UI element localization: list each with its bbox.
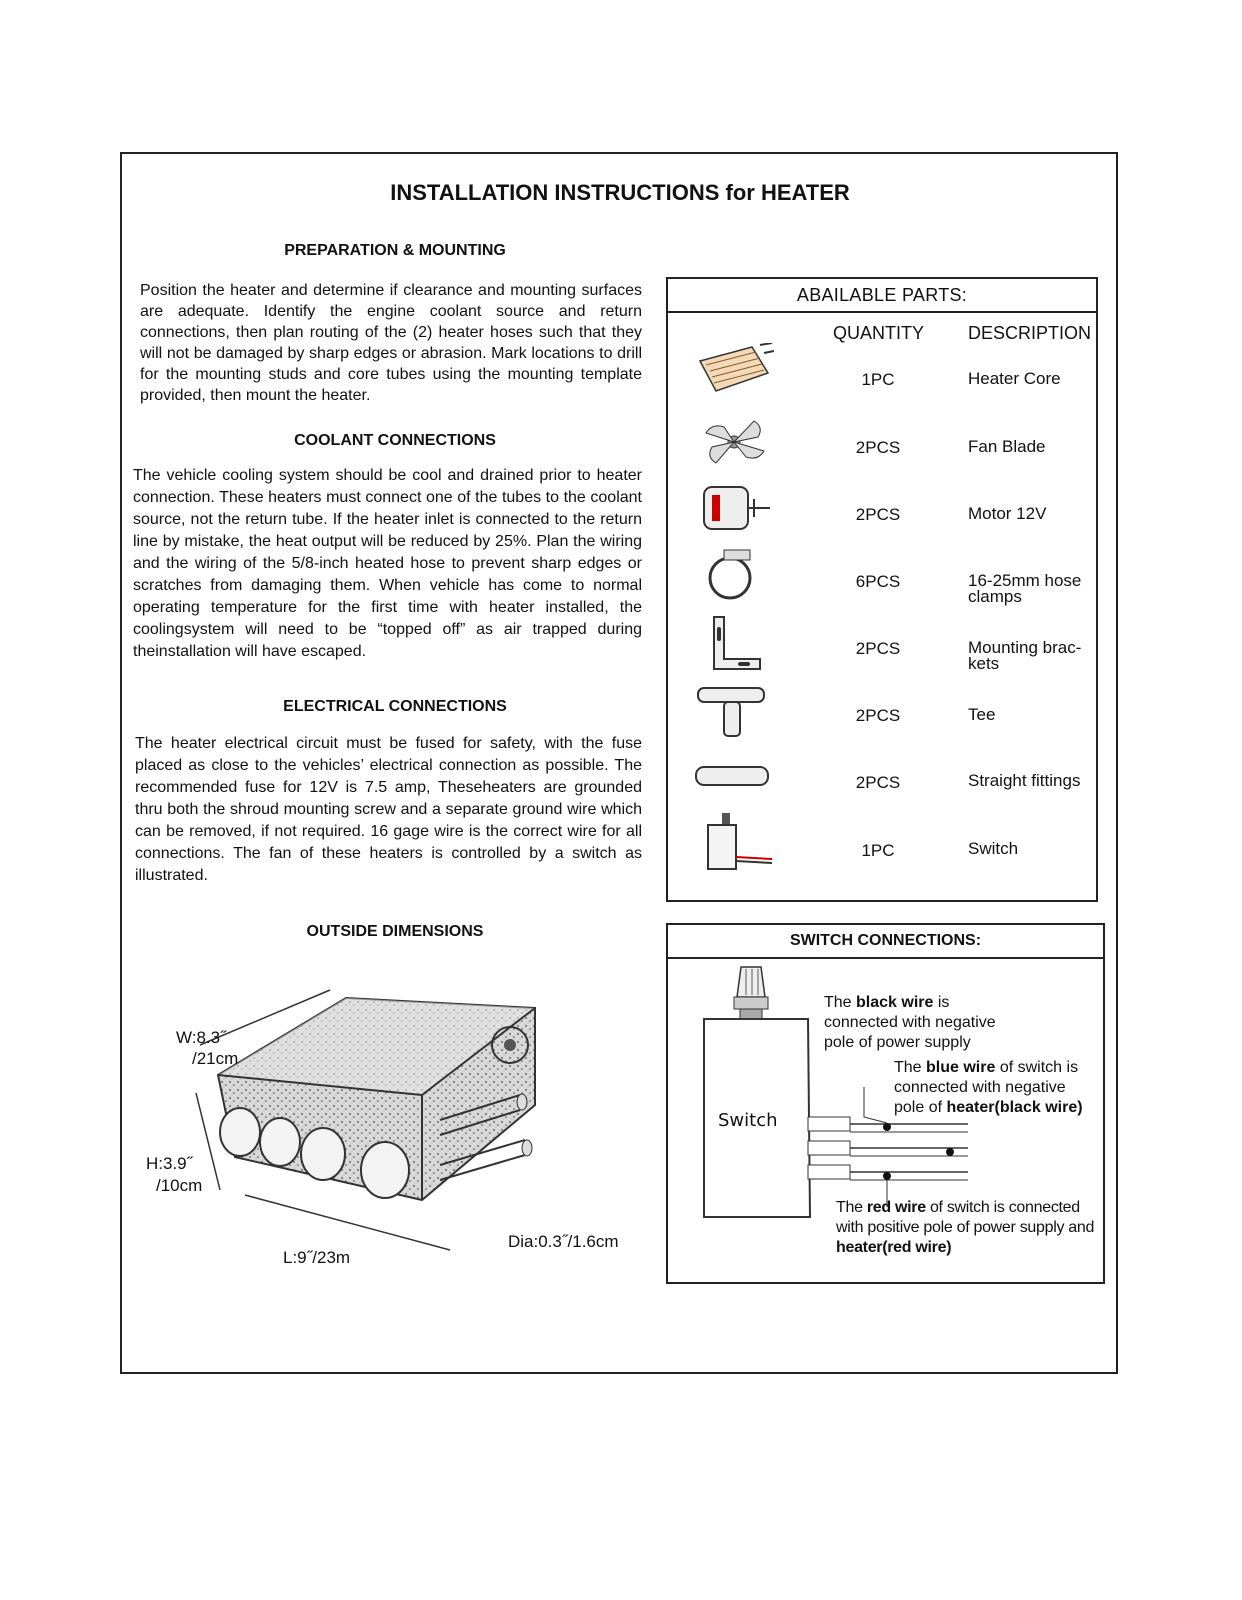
part-desc-straight-fitting: Straight fittings xyxy=(968,771,1081,790)
page-title: INSTALLATION INSTRUCTIONS for HEATER xyxy=(390,180,850,205)
heater-dimension-drawing xyxy=(140,960,660,1260)
width-label-2: /21cm xyxy=(192,1049,239,1068)
straight-fitting-icon xyxy=(694,747,774,805)
quantity-column-header: QUANTITY xyxy=(833,323,925,343)
part-desc-fan-blade: Fan Blade xyxy=(968,437,1046,456)
parts-heading: ABAILABLE PARTS: xyxy=(668,279,1096,313)
prep-heading: PREPARATION & MOUNTING xyxy=(284,242,506,259)
hose-clamp-icon xyxy=(694,546,774,604)
part-qty-hose-clamp: 6PCS xyxy=(855,572,901,591)
part-desc-motor: Motor 12V xyxy=(968,504,1047,523)
electrical-text: The heater electrical circuit must be fused for safety, with the fuse placed as close to the vehicles’ electrical connection as possible. The recommended fuse for 12V is 7.5 amp, Theseheaters are grounded thru both the shroud mounting screw and a separate ground wire which can be removed, if not required. 16 gage wire is the correct wire for all connections. The fan of these heaters is controlled by a switch as illustrated. xyxy=(135,735,642,884)
electrical-heading: ELECTRICAL CONNECTIONS xyxy=(283,698,507,715)
diameter-label: Dia:0.3˝/1.6cm xyxy=(508,1232,619,1251)
coolant-heading: COOLANT CONNECTIONS xyxy=(294,432,496,449)
part-qty-straight-fitting: 2PCS xyxy=(855,773,901,792)
heater-core-icon xyxy=(694,343,774,401)
part-desc-bracket: Mounting brac- kets xyxy=(968,638,1082,673)
part-qty-switch: 1PC xyxy=(861,841,895,860)
width-label-1: W:8.3˝ xyxy=(176,1028,226,1047)
part-qty-heater-core: 1PC xyxy=(861,370,895,389)
parts-table xyxy=(666,277,1098,902)
part-desc-tee: Tee xyxy=(968,705,996,724)
switch-icon xyxy=(694,813,774,871)
description-column-header: DESCRIPTION xyxy=(968,323,1092,343)
length-label: L:9˝/23m xyxy=(283,1248,351,1267)
height-label-1: H:3.9˝ xyxy=(146,1154,193,1173)
part-qty-tee: 2PCS xyxy=(855,706,901,725)
part-desc-switch: Switch xyxy=(968,839,1019,858)
part-qty-fan-blade: 2PCS xyxy=(855,438,901,457)
bracket-icon xyxy=(694,615,774,673)
height-label-2: /10cm xyxy=(156,1176,203,1195)
coolant-text: The vehicle cooling system should be cool and drained prior to heater connection. These heaters must connect one of the tubes to the coolant source, not the return tube. If the heater inlet is connected to the return line by mistake, the heat output will be reduced by 25%. Plan the wiring and the wiring of the 5/8-inch heated hose to prevent sharp edges or scratches from damaging them. When vehicle has come to normal operating temperature for the first time with heater installed, the coolingsystem will need to be “topped off” as air trapped during theinstallation will have escaped. xyxy=(133,467,642,660)
part-qty-bracket: 2PCS xyxy=(855,639,901,658)
motor-icon xyxy=(694,479,774,537)
switch-connections-heading: SWITCH CONNECTIONS: xyxy=(668,925,1103,959)
dimensions-heading: OUTSIDE DIMENSIONS xyxy=(306,923,484,940)
part-qty-motor: 2PCS xyxy=(855,505,901,524)
tee-icon xyxy=(694,682,774,740)
switch-label: Switch xyxy=(718,1110,778,1131)
black-wire-note: The black wire is connected with negative pole of power supply xyxy=(824,994,996,1051)
blue-wire-note: The blue wire of switch is connected with negative pole of heater(black wire) xyxy=(894,1059,1083,1116)
prep-text: Position the heater and determine if clearance and mounting surfaces are adequate. Identify the engine coolant source and return connections, then plan routing of the (2) heater hoses such that they will not be damaged by sharp edges or abrasion. Mark locations to drill for the mounting studs and core tubes using the mounting template provided, then mount the heater. xyxy=(140,282,642,404)
part-desc-heater-core: Heater Core xyxy=(968,369,1061,388)
red-wire-note: The red wire of switch is connected with positive pole of power supply and heater(red wire) xyxy=(836,1199,1095,1256)
fan-blade-icon xyxy=(694,413,774,471)
switch-connections-panel xyxy=(666,923,1105,1284)
part-desc-hose-clamp: 16-25mm hose clamps xyxy=(968,571,1082,606)
